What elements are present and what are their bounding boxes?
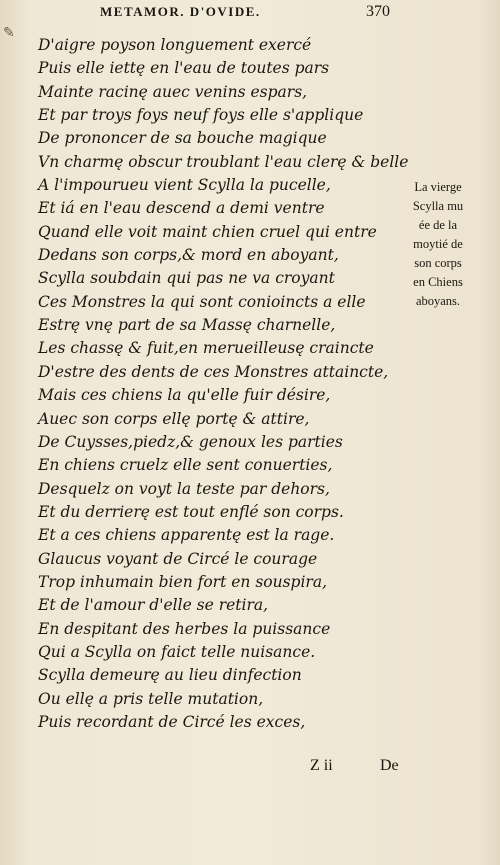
verse-line: De Cuysses,piedz,& genoux les parties [38, 432, 343, 451]
verse-line: Puis recordant de Circé les exces, [38, 712, 306, 731]
verse-line: Auec son corps ellę portę & attire, [38, 409, 310, 428]
verse-line: De prononcer de sa bouche magique [38, 129, 327, 148]
verse-line: Trop inhumain bien fort en souspira, [38, 572, 327, 591]
margin-note [398, 178, 478, 311]
margin-note-line: son corps [414, 256, 462, 270]
margin-note-line: en Chiens [413, 275, 463, 289]
verse-line: Estrę vnę part de sa Massę charnelle, [38, 316, 336, 335]
margin-note-line: La vierge [414, 180, 462, 194]
verse-line: Desquelz on voyt la teste par dehors, [38, 479, 330, 498]
verse-line: Ou ellę a pris telle mutation, [38, 689, 264, 708]
verse-line: D'estre des dents de ces Monstres attaincte, [38, 362, 389, 381]
verse-line: Scylla soubdain qui pas ne va croyant [38, 269, 335, 288]
verse-line: A l'impourueu vient Scylla la pucelle, [38, 176, 331, 195]
verse-line: Dedans son corps,& mord en aboyant, [38, 246, 339, 265]
verse-block [38, 34, 409, 734]
catchword: De [380, 757, 399, 774]
verse-line: Glaucus voyant de Circé le courage [38, 549, 318, 568]
verse-line: En chiens cruelz elle sent conuerties, [38, 456, 333, 475]
verse-line: Et du derrierę est tout enflé son corps. [38, 502, 344, 521]
verse-line: D'aigre poyson longuement exercé [38, 36, 312, 54]
margin-note-line: moytié de [413, 237, 463, 251]
verse-line: Quand elle voit maint chien cruel qui entre [38, 222, 377, 241]
margin-note-line: Scylla mu [412, 199, 464, 213]
verse-line: Qui a Scylla on faict telle nuisance. [38, 642, 316, 661]
signature-mark: Z ii [310, 757, 333, 774]
verse-line: Vn charmę obscur troublant l'eau clerę & belle [38, 152, 409, 171]
verse-line: Mainte racinę auec venins espars, [38, 82, 308, 101]
page-corner-mark: ✎ [3, 25, 15, 41]
verse-line: En despitant des herbes la puissance [38, 619, 331, 638]
page-number: 370 [366, 3, 390, 20]
verse-line: Et iá en l'eau descend a demi ventre [38, 199, 325, 218]
margin-note-line: aboyans. [415, 294, 461, 308]
running-head: METAMOR. D'OVIDE. [100, 4, 261, 19]
verse-line: Les chassę & fuit,en merueilleusę craincte [38, 339, 374, 358]
margin-note-line: ée de la [418, 218, 458, 232]
verse-line: Scylla demeurę au lieu dinfection [38, 666, 302, 685]
verse-line: Ces Monstres la qui sont conioincts a elle [38, 292, 366, 311]
verse-line: Et par troys foys neuf foys elle s'applique [38, 106, 364, 125]
verse-line: Mais ces chiens la qu'elle fuir désire, [38, 386, 331, 405]
verse-line: Et a ces chiens apparentę est la rage. [38, 526, 335, 545]
verse-line: Puis elle iettę en l'eau de toutes pars [38, 59, 330, 78]
verse-line: Et de l'amour d'elle se retira, [38, 596, 269, 615]
